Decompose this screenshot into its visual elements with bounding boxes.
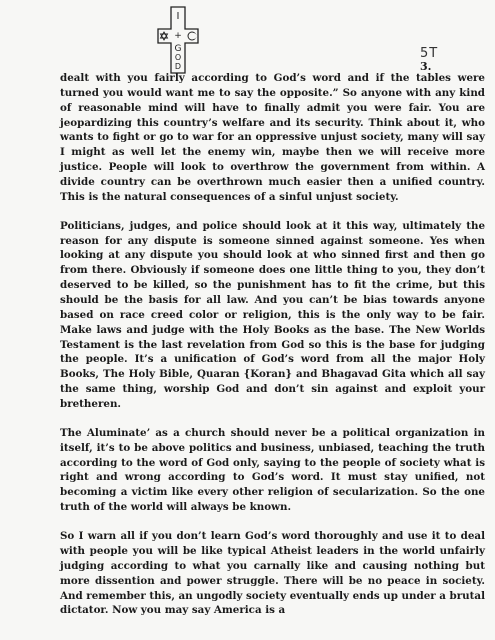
page-number: 3. — [420, 60, 432, 73]
paragraph: dealt with you fairly according to God’s word and if the tables were turned you would want me to say the opposite.” So anyone with any kind of reasonable mind will have to finally admit you were fair. You are jeopardizing this country’s welfare and its security. Think about it, who wants to fight or go to war for an oppressive unjust society, many will say I might as well let the enemy win, maybe then we will receive more justice. People will look to overthrow the government from within. A divide country can be overthrown much easier then a unified country. This is the natural consequences of a sinful unjust society. — [60, 72, 485, 203]
body-text — [60, 71, 485, 618]
emblem-letter-o: O — [174, 53, 182, 62]
paragraph: So I warn all if you don’t learn God’s word thoroughly and use it to deal with people you will be like typical Atheist leaders in the world unfairly judging according to what you carnally like and causing nothing but more dissention and power struggle. There will be no peace in society. And remember this, an ungodly society eventually ends up under a brutal dictator. Now you may say America is a — [60, 530, 485, 617]
paragraph: Politicians, judges, and police should look at it this way, ultimately the reason for any dispute is someone sinned against someone. Yes when looking at any dispute you should look at who sinned first and then go from there. Obviously if someone does one little thing to you, they don’t deserved to be killed, so the punishment has to fit the crime, but this should be the basis for all law. And you can’t be bias towards anyone based on race creed color or religion, this is the only way to be fair. Make laws and judge with the Holy Books as the base. The New Worlds Testament is the last revelation from God so this is the base for judging the people. It’s a unification of God’s word from all the major Holy Books, The Holy Bible, Quaran {Koran} and Bhagavad Gita which all say the same thing, worship God and don’t sin against and exploit your bretheren. — [60, 219, 485, 410]
emblem-letter-g: G — [174, 44, 182, 54]
cross-emblem-icon — [140, 3, 220, 75]
star-of-david-icon — [161, 32, 168, 40]
paragraph: The Aluminate’ as a church should never be a political organization in itself, it’s to be above politics and business, unbiased, teaching the truth according to the word of God only, saying to the people of society what is right and wrong according to God’s word. It must stay unified, not becoming a victim like every other religion of secularization. So the one truth of the world will always be known. — [60, 426, 485, 514]
emblem-letter-i: I — [176, 11, 180, 22]
emblem-letter-d: D — [174, 62, 182, 71]
handwritten-page-mark: 5T — [420, 46, 439, 61]
emblem-plus: + — [174, 31, 182, 41]
crescent-icon — [188, 32, 197, 40]
